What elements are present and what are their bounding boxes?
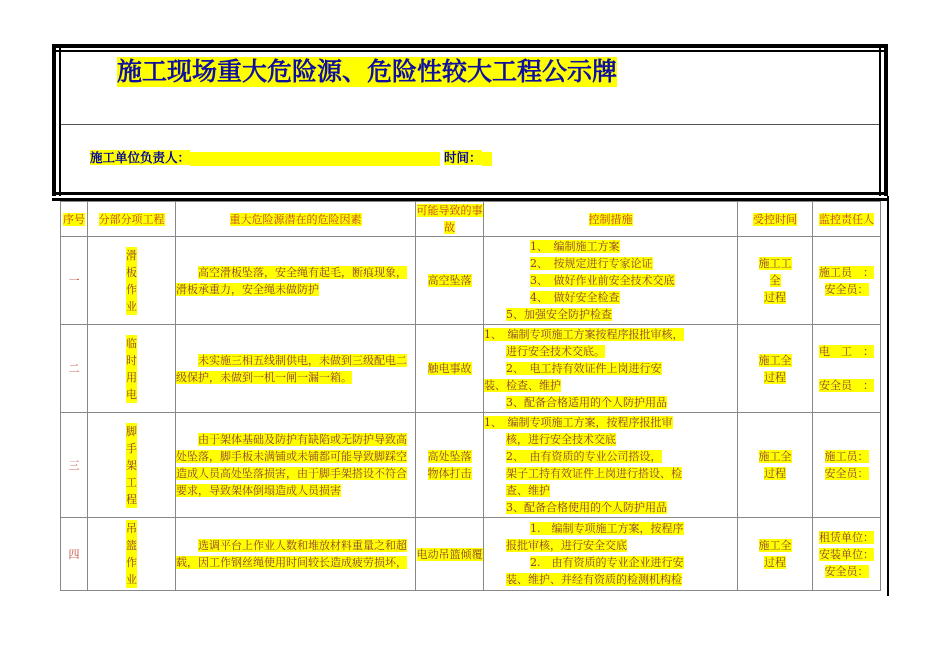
header-period: 受控时间 — [738, 202, 813, 237]
row-accident: 触电事故 — [416, 325, 484, 413]
header-measures: 控制措施 — [484, 202, 738, 237]
row-accident: 高空坠落 — [416, 237, 484, 325]
frame-border-right-lower — [887, 196, 889, 596]
row-measures: 1、 编制专项施工方案按程序报批审核， 进行安全技术交底。 2、 电工持有效证件上岗进行安 装、检查、维护 3、配备合格适用的个人防护用品 — [484, 325, 738, 413]
row-no: 三 — [61, 413, 88, 518]
responsible-field — [190, 152, 440, 166]
time-label: 时间： — [444, 150, 482, 165]
frame-border-top — [52, 44, 888, 48]
header-no: 序号 — [61, 202, 88, 237]
row-supervisor: 施工员 ： 安全员： — [813, 237, 881, 325]
row-period: 施工工 全 过程 — [738, 237, 813, 325]
row-factors: 高空滑板坠落，安全绳有起毛，断痕现象，滑板承重力，安全绳未做防护 — [176, 237, 416, 325]
table-row — [61, 325, 881, 413]
page-title: 施工现场重大危险源、危险性较大工程公示牌 — [117, 57, 618, 86]
header-supervisor: 监控责任人 — [813, 202, 881, 237]
row-factors: 由于架体基础及防护有缺陷或无防护导致高处坠落，脚手板未满铺或未铺都可能导致脚踩空造成人员高处坠落损害，由于脚手架搭设不符合要求，导致架体倒塌造成人员损害 — [176, 413, 416, 518]
row-supervisor: 电 工 ： 安全员 ： — [813, 325, 881, 413]
frame-border-left-inner — [59, 48, 61, 196]
row-accident: 高处坠落 物体打击 — [416, 413, 484, 518]
time-value — [482, 152, 492, 166]
responsible-person — [90, 150, 440, 166]
row-no: 四 — [61, 518, 88, 591]
row-no: 一 — [61, 237, 88, 325]
row-supervisor: 租赁单位： 安装单位： 安全员： — [813, 518, 881, 591]
row-sub: 吊 篮 作 业 — [88, 518, 176, 591]
title-divider — [61, 124, 879, 125]
frame-border-right-inner — [879, 48, 881, 196]
row-measures: 1. 编制专项施工方案，按程序 报批审核，进行安全交底 2. 由有资质的专业企业进行安 装、维护、并经有资质的检测机构检 — [484, 518, 738, 591]
time-field — [444, 150, 492, 166]
row-period: 施工全 过程 — [738, 413, 813, 518]
row-factors: 选调平台上作业人数和堆放材料重量之和超载，因工作钢丝绳使用时间较长造成疲劳损坏， — [176, 518, 416, 591]
table-header-row — [61, 202, 881, 237]
table-row — [61, 518, 881, 591]
frame-border-top-inner — [52, 50, 888, 52]
header-divider-a — [52, 192, 888, 195]
header-sub: 分部分项工程 — [88, 202, 176, 237]
row-sub: 滑 板 作 业 — [88, 237, 176, 325]
row-no: 二 — [61, 325, 88, 413]
row-supervisor: 施工员： 安全员： — [813, 413, 881, 518]
header-accident: 可能导致的事故 — [416, 202, 484, 237]
frame-border-right — [884, 44, 888, 196]
row-period: 施工全 过程 — [738, 518, 813, 591]
row-sub: 临 时 用 电 — [88, 325, 176, 413]
row-sub: 脚 手 架 工 程 — [88, 413, 176, 518]
table-row — [61, 237, 881, 325]
row-period: 施工全 过程 — [738, 325, 813, 413]
row-measures: 1、 编制施工方案 2、 按规定进行专家论证 3、 做好作业前安全技术交底 4、 做好安全检查 5、加强安全防护检查 — [484, 237, 738, 325]
responsible-label: 施工单位负责人： — [90, 150, 191, 165]
hazard-table — [60, 201, 881, 591]
frame-border-left — [52, 44, 56, 196]
header-factors: 重大危险源潜在的危险因素 — [176, 202, 416, 237]
row-accident: 电动吊篮倾覆 — [416, 518, 484, 591]
row-measures: 1、 编制专项施工方案，按程序报批审 核，进行安全技术交底 2、 由有资质的专业公司搭设， 架子工持有效证件上岗进行搭设、检 查、维护 3、配备合格使用的个人防护用品 — [484, 413, 738, 518]
row-factors: 未实施三相五线制供电，未做到三级配电二级保护，未做到一机一闸一漏一箱。 — [176, 325, 416, 413]
table-row — [61, 413, 881, 518]
